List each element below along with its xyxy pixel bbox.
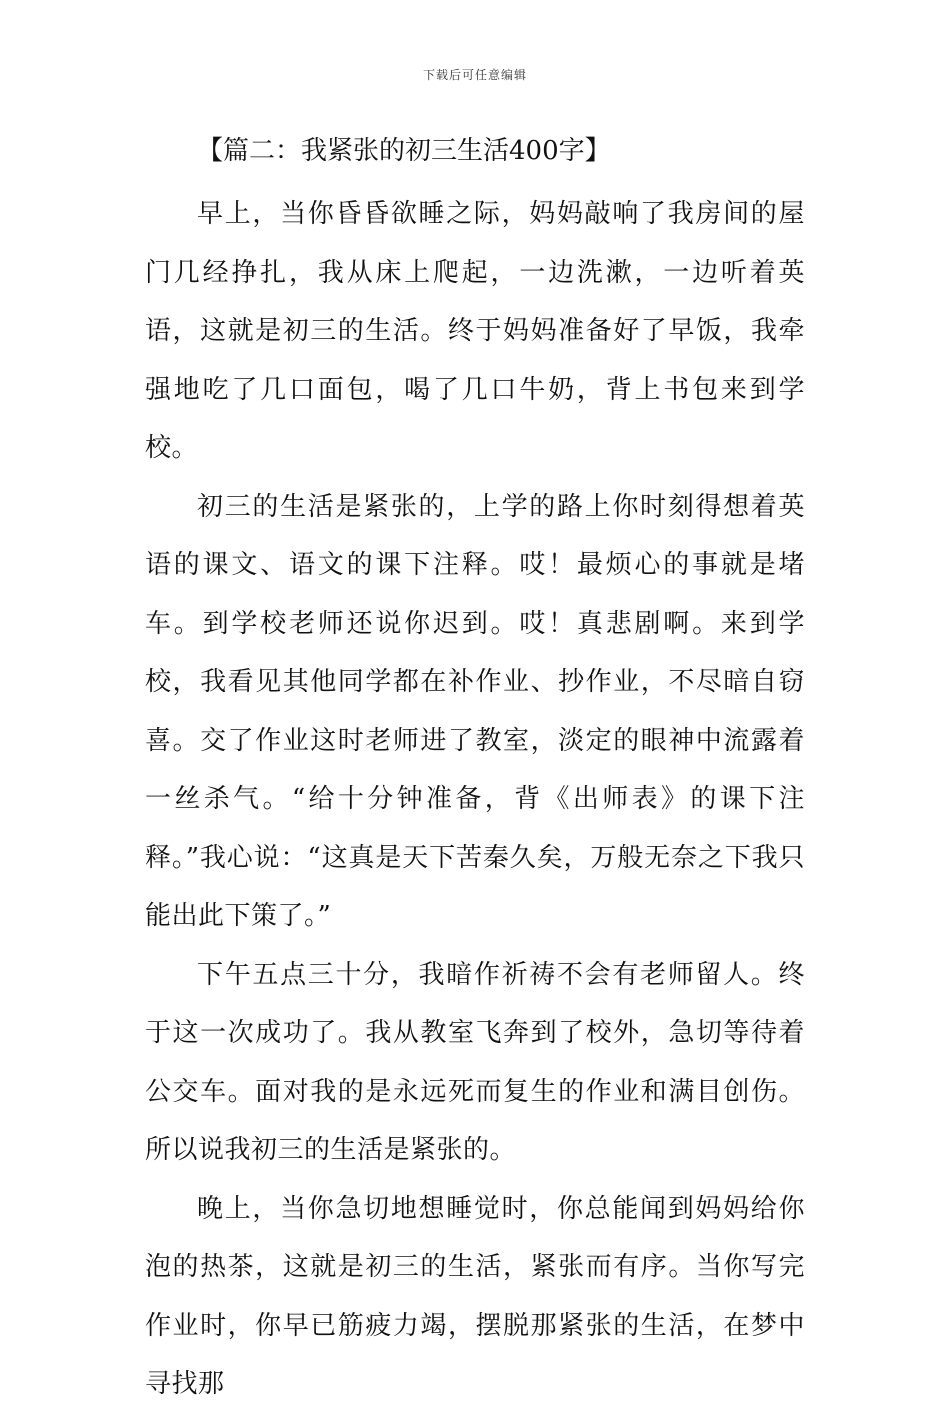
paragraph-1: 早上，当你昏昏欲睡之际，妈妈敲响了我房间的屋门几经挣扎，我从床上爬起，一边洗漱，一边听着英语，这就是初三的生活。终于妈妈准备好了早饭，我牵强地吃了几口面包，喝了几口牛奶，背上书包来到学校。 [145, 199, 805, 463]
document-body [145, 127, 805, 1414]
paragraph-4: 晚上，当你急切地想睡觉时，你总能闻到妈妈给你泡的热茶，这就是初三的生活，紧张而有序。当你写完作业时，你早已筋疲力竭，摆脱那紧张的生活，在梦中寻找那 [145, 1193, 805, 1399]
paragraph-2: 初三的生活是紧张的，上学的路上你时刻得想着英语的课文、语文的课下注释。哎！最烦心的事就是堵车。到学校老师还说你迟到。哎！真悲剧啊。来到学校，我看见其他同学都在补作业、抄作业，不尽暗自窃喜。交了作业这时老师进了教室，淡定的眼神中流露着一丝杀气。“给十分钟准备，背《出师表》的课下注释。”我心说：“这真是天下苦秦久矣，万般无奈之下我只能出此下策了。” [145, 491, 805, 931]
paragraph-3: 下午五点三十分，我暗作祈祷不会有老师留人。终于这一次成功了。我从教室飞奔到了校外，急切等待着公交车。面对我的是永远死而复生的作业和满目创伤。所以说我初三的生活是紧张的。 [145, 959, 805, 1165]
header-note: 下载后可任意编辑 [422, 68, 527, 82]
document-title: 【篇二：我紧张的初三生活400字】 [197, 136, 611, 166]
